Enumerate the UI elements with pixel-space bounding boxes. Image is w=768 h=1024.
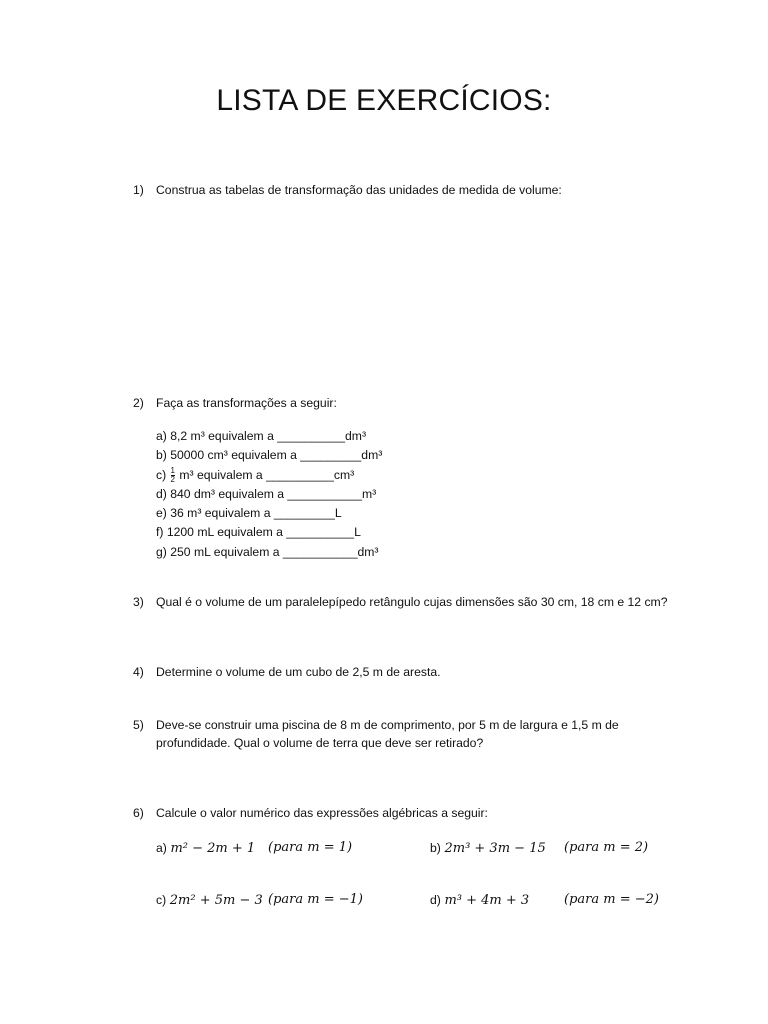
expression-label: a)	[156, 841, 167, 855]
question-number: 5)	[133, 718, 144, 732]
transformation-list	[156, 427, 382, 562]
question-number: 1)	[133, 183, 144, 197]
expression-condition: (para m = 2)	[564, 840, 649, 855]
question-text: Construa as tabelas de transformação das unidades de medida de volume:	[156, 183, 562, 197]
question-number: 3)	[133, 595, 144, 609]
fraction-numerator: 1	[170, 465, 175, 475]
question-text: Deve-se construir uma piscina de 8 m de comprimento, por 5 m de largura e 1,5 m de profundidade. Qual o volume de terra que deve ser retirado?	[156, 718, 619, 750]
question-text: Qual é o volume de um paralelepípedo retângulo cujas dimensões são 30 cm, 18 cm e 12 cm?	[156, 595, 668, 609]
transformation-item-a: a) 8,2 m³ equivalem a __________dm³	[156, 429, 367, 443]
question-text: Determine o volume de um cubo de 2,5 m de aresta.	[156, 665, 441, 679]
transformation-item-b: b) 50000 cm³ equivalem a _________dm³	[156, 448, 383, 463]
question-number: 6)	[133, 806, 144, 820]
transformation-item-e: e) 36 m³ equivalem a _________L	[156, 506, 342, 521]
item-text: m³ equivalem a __________cm³	[179, 467, 355, 482]
expression-condition: (para m = 1)	[268, 840, 353, 855]
transformation-item-c	[156, 466, 382, 485]
expression-condition: (para m = −1)	[268, 892, 363, 907]
question-text: Calcule o valor numérico das expressões algébricas a seguir:	[156, 806, 488, 820]
question-number: 4)	[133, 665, 144, 679]
page-title: LISTA DE EXERCÍCIOS:	[216, 84, 552, 117]
item-label: c)	[156, 467, 167, 482]
expression-d	[430, 892, 670, 908]
fraction-denominator: 2	[170, 474, 175, 484]
expression-label: d)	[430, 893, 441, 907]
expression-condition: (para m = −2)	[564, 892, 659, 907]
expression-formula: 2m³ + 3m − 15	[444, 841, 546, 856]
expression-formula: m³ + 4m + 3	[444, 893, 530, 908]
expression-a	[156, 840, 416, 856]
fraction	[171, 467, 175, 484]
expression-formula: 2m² + 5m − 3	[169, 893, 263, 908]
expression-label: c)	[156, 893, 167, 907]
transformation-item-g: g) 250 mL equivalem a ___________dm³	[156, 544, 379, 559]
expression-label: b)	[430, 841, 441, 855]
question-number: 2)	[133, 396, 144, 410]
transformation-item-f: f) 1200 mL equivalem a __________L	[156, 525, 361, 540]
expression-formula: m² − 2m + 1	[170, 841, 256, 856]
expression-c	[156, 892, 416, 908]
transformation-item-d: d) 840 dm³ equivalem a ___________m³	[156, 486, 377, 501]
question-text: Faça as transformações a seguir:	[156, 396, 337, 410]
expression-b	[430, 840, 670, 856]
